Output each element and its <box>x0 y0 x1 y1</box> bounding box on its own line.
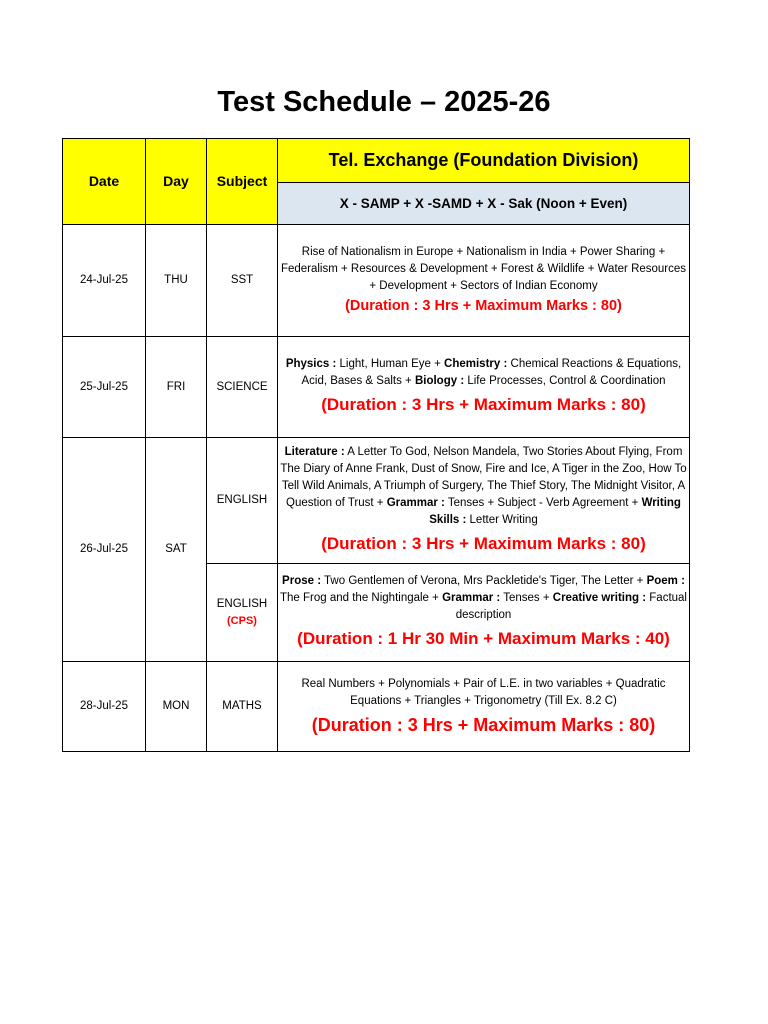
syllabus-cell <box>278 225 690 337</box>
chemistry-text: Chemical Reactions & Equations, Acid, Bases & Salts + <box>301 358 682 387</box>
subject-cell <box>207 564 278 662</box>
subject-cell: ENGLISH <box>207 438 278 564</box>
duration-text: (Duration : 3 Hrs + Maximum Marks : 80) <box>321 534 646 553</box>
subject-cell: SST <box>207 225 278 337</box>
duration-text: (Duration : 3 Hrs + Maximum Marks : 80) <box>311 714 656 735</box>
header-subject: Subject <box>207 139 278 225</box>
syllabus-cell <box>278 438 690 564</box>
table-row <box>63 438 690 564</box>
syllabus-cell <box>278 337 690 438</box>
prose-label: Prose : <box>282 575 322 587</box>
literature-label: Literature : <box>284 446 345 458</box>
subject-cell: SCIENCE <box>207 337 278 438</box>
syllabus-cell <box>278 564 690 662</box>
physics-label: Physics : <box>285 358 337 370</box>
grammar-text: Tenses + <box>500 592 553 604</box>
header-sections: X - SAMP + X -SAMD + X - Sak (Noon + Even) <box>278 183 690 225</box>
grammar-text: Tenses + Subject - Verb Agreement + <box>444 497 642 509</box>
day-cell: THU <box>146 225 207 337</box>
date-cell: 26-Jul-25 <box>63 438 146 662</box>
physics-text: Light, Human Eye + <box>336 358 445 370</box>
cps-tag: (CPS) <box>227 614 257 627</box>
day-cell: MON <box>146 662 207 752</box>
duration-text: (Duration : 1 Hr 30 Min + Maximum Marks : 40) <box>297 629 670 648</box>
duration-text: (Duration : 3 Hrs + Maximum Marks : 80) <box>321 395 646 414</box>
syllabus-text: Rise of Nationalism in Europe + Nationalism in India + Power Sharing + Federalism + Resources & Development + Forest & Wildlife + Water Resources + Development + Sectors of Indian Economy <box>280 246 687 292</box>
prose-text: Two Gentlemen of Verona, Mrs Packletide's Tiger, The Letter + <box>321 575 647 587</box>
biology-label: Biology : <box>414 375 465 387</box>
date-cell: 25-Jul-25 <box>63 337 146 438</box>
day-cell: FRI <box>146 337 207 438</box>
poem-label: Poem : <box>646 575 685 587</box>
grammar-label: Grammar : <box>386 497 445 509</box>
writing-text: Letter Writing <box>466 514 538 526</box>
header-day: Day <box>146 139 207 225</box>
header-date: Date <box>63 139 146 225</box>
day-cell: SAT <box>146 438 207 662</box>
subject-text: ENGLISH <box>216 597 268 610</box>
table-row <box>63 225 690 337</box>
page-title: Test Schedule – 2025-26 <box>217 86 551 118</box>
subject-cell: MATHS <box>207 662 278 752</box>
date-cell: 24-Jul-25 <box>63 225 146 337</box>
creative-text: Factual description <box>455 592 687 621</box>
date-cell: 28-Jul-25 <box>63 662 146 752</box>
schedule-table <box>62 138 690 752</box>
grammar-label: Grammar : <box>442 592 501 604</box>
duration-text: (Duration : 3 Hrs + Maximum Marks : 80) <box>345 298 622 314</box>
writing-label: Writing Skills : <box>429 497 681 526</box>
syllabus-text: Real Numbers + Polynomials + Pair of L.E. in two variables + Quadratic Equations + Triangles + Trigonometry (Till Ex. 8.2 C) <box>301 677 666 707</box>
syllabus-cell <box>278 662 690 752</box>
header-division: Tel. Exchange (Foundation Division) <box>278 139 690 183</box>
table-row <box>63 662 690 752</box>
creative-label: Creative writing : <box>552 592 647 604</box>
poem-text: The Frog and the Nightingale + <box>280 592 443 604</box>
literature-text: A Letter To God, Nelson Mandela, Two Stories About Flying, From The Diary of Anne Frank, Dust of Snow, Fire and Ice, A Tiger in the Zoo, How To Tell Wild Animals, A Triumph of Surgery, The Thief Story, The Midnight Visitor, A Question of Trust + <box>280 446 687 509</box>
chemistry-label: Chemistry : <box>444 358 508 370</box>
biology-text: Life Processes, Control & Coordination <box>464 375 666 387</box>
table-row <box>63 337 690 438</box>
